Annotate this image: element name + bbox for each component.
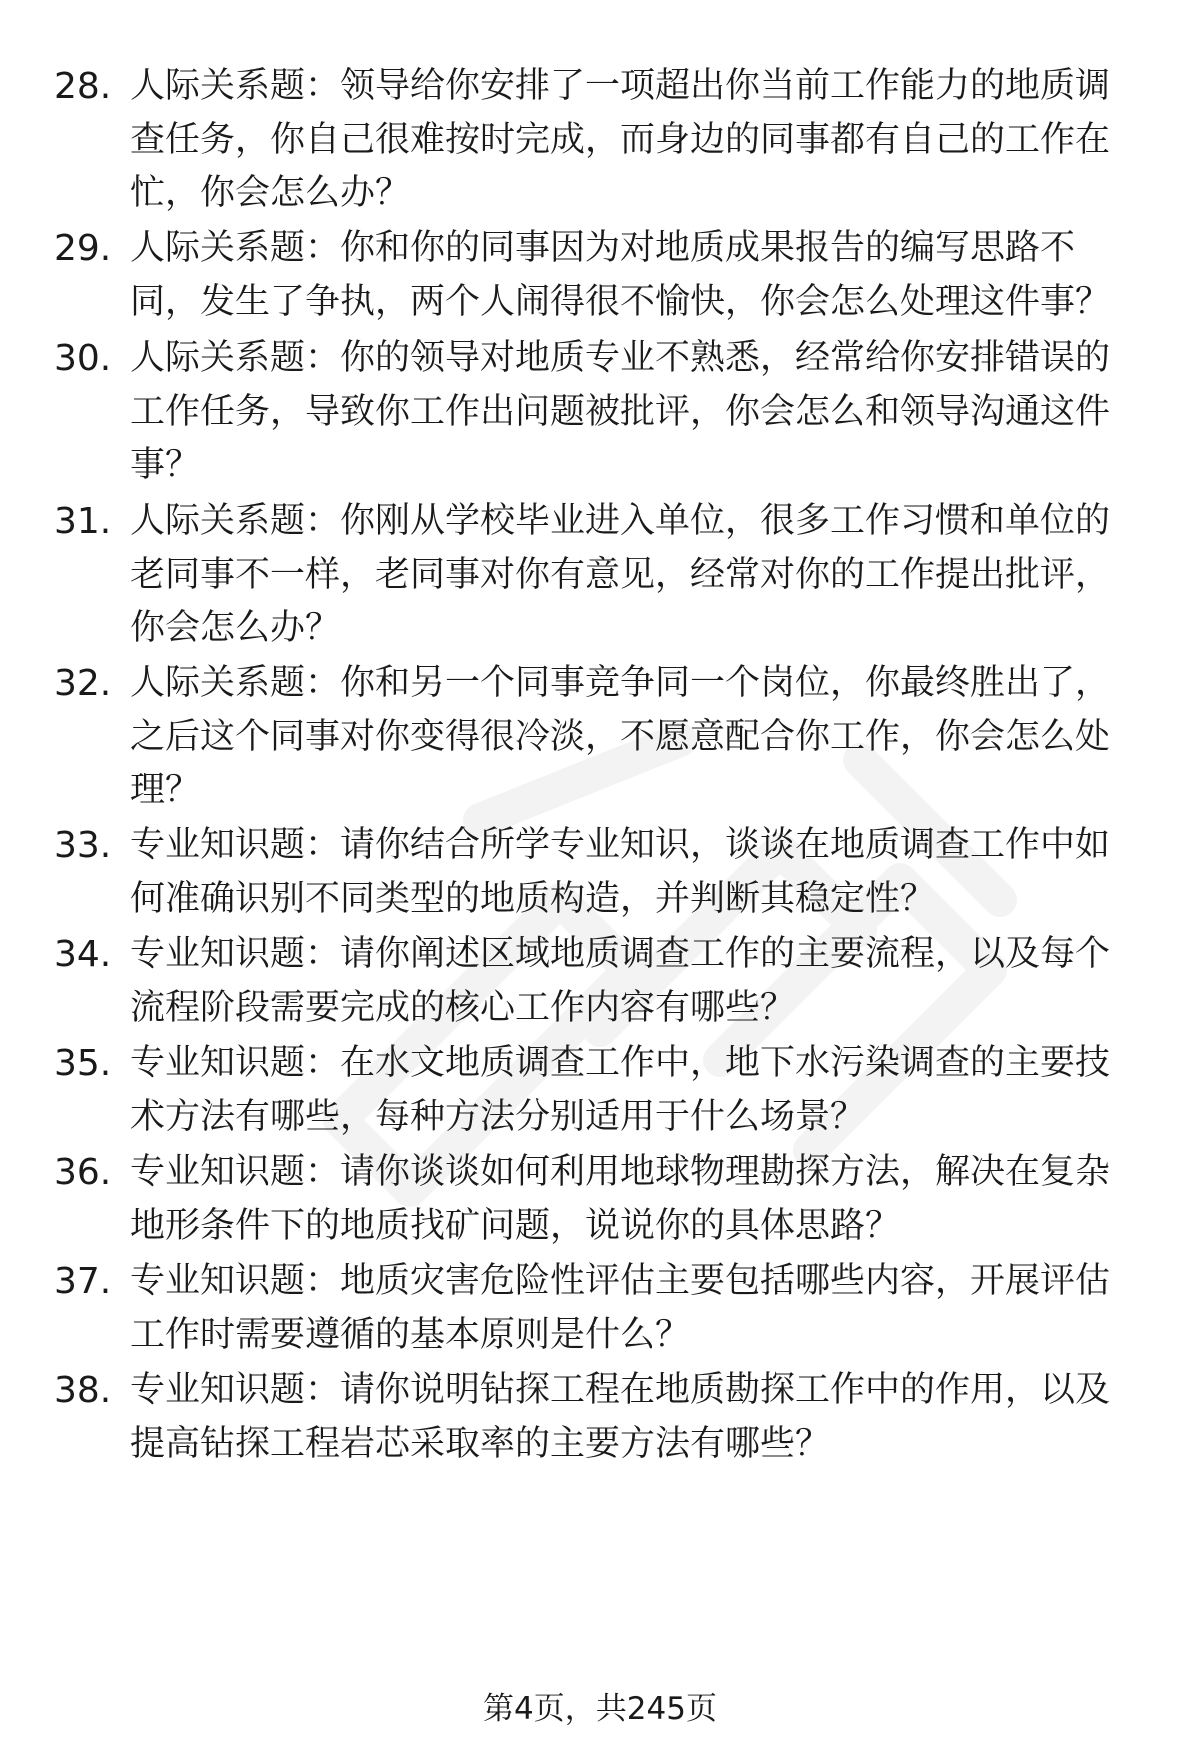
question-number: 29. — [54, 228, 112, 269]
question-item-29 — [54, 222, 1134, 329]
question-item-37 — [54, 1255, 1134, 1362]
question-text: 人际关系题：你和你的同事因为对地质成果报告的编写思路不同，发生了争执，两个人闹得很不愉快，你会怎么处理这件事？ — [130, 228, 1111, 322]
question-number: 30. — [54, 338, 112, 379]
question-item-35 — [54, 1037, 1134, 1144]
question-number: 33. — [54, 825, 112, 866]
question-text: 专业知识题：在水文地质调查工作中，地下水污染调查的主要技术方法有哪些，每种方法分别适用于什么场景？ — [130, 1043, 1111, 1137]
question-item-34 — [54, 928, 1134, 1035]
question-number: 38. — [54, 1370, 112, 1411]
question-item-38 — [54, 1364, 1134, 1471]
question-text: 专业知识题：请你阐述区域地质调查工作的主要流程，以及每个流程阶段需要完成的核心工作内容有哪些？ — [130, 934, 1111, 1028]
question-number: 31. — [54, 501, 112, 542]
question-item-33 — [54, 819, 1134, 926]
question-number: 36. — [54, 1152, 112, 1193]
question-text: 专业知识题：请你谈谈如何利用地球物理勘探方法，解决在复杂地形条件下的地质找矿问题，说说你的具体思路？ — [130, 1152, 1111, 1246]
question-number: 28. — [54, 66, 112, 107]
question-text: 人际关系题：你的领导对地质专业不熟悉，经常给你安排错误的工作任务，导致你工作出问题被批评，你会怎么和领导沟通这件事？ — [130, 338, 1111, 485]
question-number: 32. — [54, 663, 112, 704]
question-text: 人际关系题：你和另一个同事竞争同一个岗位，你最终胜出了，之后这个同事对你变得很冷淡，不愿意配合你工作，你会怎么处理？ — [130, 663, 1111, 810]
question-number: 34. — [54, 934, 112, 975]
question-item-30 — [54, 332, 1134, 493]
question-number: 37. — [54, 1261, 112, 1302]
question-text: 专业知识题：地质灾害危险性评估主要包括哪些内容，开展评估工作时需要遵循的基本原则是什么？ — [130, 1261, 1111, 1355]
question-item-32 — [54, 657, 1134, 818]
page-footer: 第4页，共245页 — [483, 1691, 717, 1727]
question-item-31 — [54, 495, 1134, 656]
question-number: 35. — [54, 1043, 112, 1084]
question-text: 人际关系题：你刚从学校毕业进入单位，很多工作习惯和单位的老同事不一样，老同事对你有意见，经常对你的工作提出批评，你会怎么办？ — [130, 501, 1111, 648]
question-text: 人际关系题：领导给你安排了一项超出你当前工作能力的地质调查任务，你自己很难按时完成，而身边的同事都有自己的工作在忙，你会怎么办？ — [130, 66, 1111, 213]
question-text: 专业知识题：请你说明钻探工程在地质勘探工作中的作用，以及提高钻探工程岩芯采取率的主要方法有哪些？ — [130, 1370, 1111, 1464]
question-text: 专业知识题：请你结合所学专业知识，谈谈在地质调查工作中如何准确识别不同类型的地质构造，并判断其稳定性？ — [130, 825, 1111, 919]
question-item-36 — [54, 1146, 1134, 1253]
question-item-28 — [54, 60, 1134, 221]
